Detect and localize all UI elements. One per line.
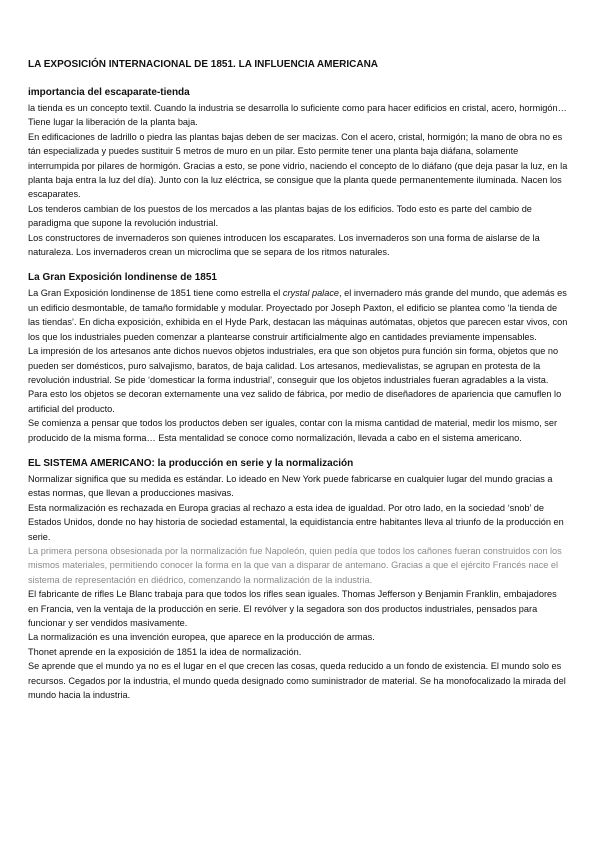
document-title: LA EXPOSICIÓN INTERNACIONAL DE 1851. LA INFLUENCIA AMERICANA: [28, 59, 379, 70]
paragraph: Los tenderos cambian de los puestos de los mercados a las plantas bajas de los edificios. Todo esto es parte del cambio de paradigma que supone la revolución industrial.: [28, 203, 532, 229]
section-sistema-americano: [28, 457, 568, 703]
section-gran-exposicion: [28, 271, 568, 444]
paragraph: Se aprende que el mundo ya no es el lugar en el que crecen las cosas, queda reducido a un fondo de existencia. El mundo solo es recursos. Cegados por la industria, el mundo queda designado como suministrador de material. Se ha monofocalizado la mirada del mundo hacia la industria.: [28, 661, 566, 701]
text-run: La Gran Exposición londinense de 1851 tiene como estrella el: [28, 288, 283, 299]
paragraph: El fabricante de rifles Le Blanc trabaja para que todos los rifles sean iguales. Thomas Jefferson y Benjamin Franklin, embajadores en Francia, ven la ventaja de la producción en serie. El revólver y la segadora son dos productos industriales, pensados para funcionar y ser vendidos masivamente.: [28, 589, 557, 628]
section-escaparate: [28, 86, 568, 259]
document-page: [28, 58, 568, 714]
paragraph: Se comienza a pensar que todos los productos deben ser iguales, contar con la misma cantidad de material, medir los mismo, ser producido de la misma forma… Esta mentalidad se conoce como normalización, llevada a cabo en el sistema americano.: [28, 418, 558, 443]
gray-paragraph: La primera persona obsesionada por la normalización fue Napoleón, quien pedía que todos los cañones fueran construidos con los mismos materiales, permitiendo conocer la forma en la que van a disparar de antemano. Gracias a que el ejército Francés nace el sistema de representación en diédrico, comenzando la normalización de la industria.: [28, 545, 562, 585]
paragraph: [28, 286, 568, 344]
paragraph: En edificaciones de ladrillo o piedra las plantas bajas deben de ser macizas. Con el acero, cristal, hormigón; la mano de obra no es tán especializada y puedes sustituir 5 metros de muro en un pilar. Esto permite tener una planta baja diáfana, solamente interrumpida por pilares de hormigón. Gracias a esto, se pone vidrio, naciendo el concepto de lo diáfano (que deja pasar la luz, en la planta baja entra la luz del día). Junto con la luz eléctrica, se consigue que la planta quede permanentemente iluminada. Nacen los escaparates.: [28, 131, 568, 200]
section-heading: EL SISTEMA AMERICANO: la producción en serie y la normalización: [28, 457, 354, 469]
paragraph: Normalizar significa que su medida es estándar. Lo ideado en New York puede fabricarse en cualquier lugar del mundo gracias a estas normas, que llevan a producciones masivas.: [28, 473, 553, 499]
paragraph: La impresión de los artesanos ante dichos nuevos objetos industriales, era que son objetos pura función sin forma, objetos que no pueden ser domésticos, puro salvajismo, baratos, de baja calidad. Los artesanos, medievalistas, se agrupan en protesta de la revolución industrial. Se pide ‘domesticar la forma industrial’, conseguir que los objetos industriales fueran agradables a la vista. Para esto los objetos se decoran externamente una vez salido de fábrica, por medio de diseñadores de apariencia que camuflen lo artificial del producto.: [28, 346, 562, 414]
section-heading: importancia del escaparate-tienda: [28, 87, 190, 98]
paragraph: la tienda es un concepto textil. Cuando la industria se desarrolla lo suficiente como para hacer edificios en cristal, acero, hormigón… Tiene lugar la liberación de la planta baja.: [28, 103, 567, 128]
text-run: , el invernadero más grande del mundo, que además es un edificio desmontable, de tamaño formidable y modular. Proyectado por Joseph Paxton, el edificio se plantea como ‘la tienda de las tiendas’. En dicha exposición, exhibida en el Hyde Park, destacan las máquinas autómatas, objetos que parecen estar vivos, con los que los industriales pueden comenzar a plantearse construir artificialmente algo en cantidades previamente impensables.: [28, 288, 568, 342]
paragraph: Esta normalización es rechazada en Europa gracias al rechazo a esta idea de igualdad. Por otro lado, en la sociedad ‘snob’ de Estados Unidos, donde no hay historia de sociedad estamental, la equidistancia entre habitantes lleva al triunfo de la producción en serie.: [28, 502, 564, 542]
paragraph: Thonet aprende en la exposición de 1851 la idea de normalización.: [28, 646, 302, 657]
paragraph: Los constructores de invernaderos son quienes introducen los escaparates. Los invernaderos son una forma de aislarse de la naturaleza. Los invernaderos crean un microclima que se separa de los ritmos naturales.: [28, 232, 540, 258]
italic-text: crystal palace: [282, 288, 340, 299]
paragraph: La normalización es una invención europea, que aparece en la producción de armas.: [28, 632, 375, 643]
section-heading: La Gran Exposición londinense de 1851: [28, 272, 217, 284]
